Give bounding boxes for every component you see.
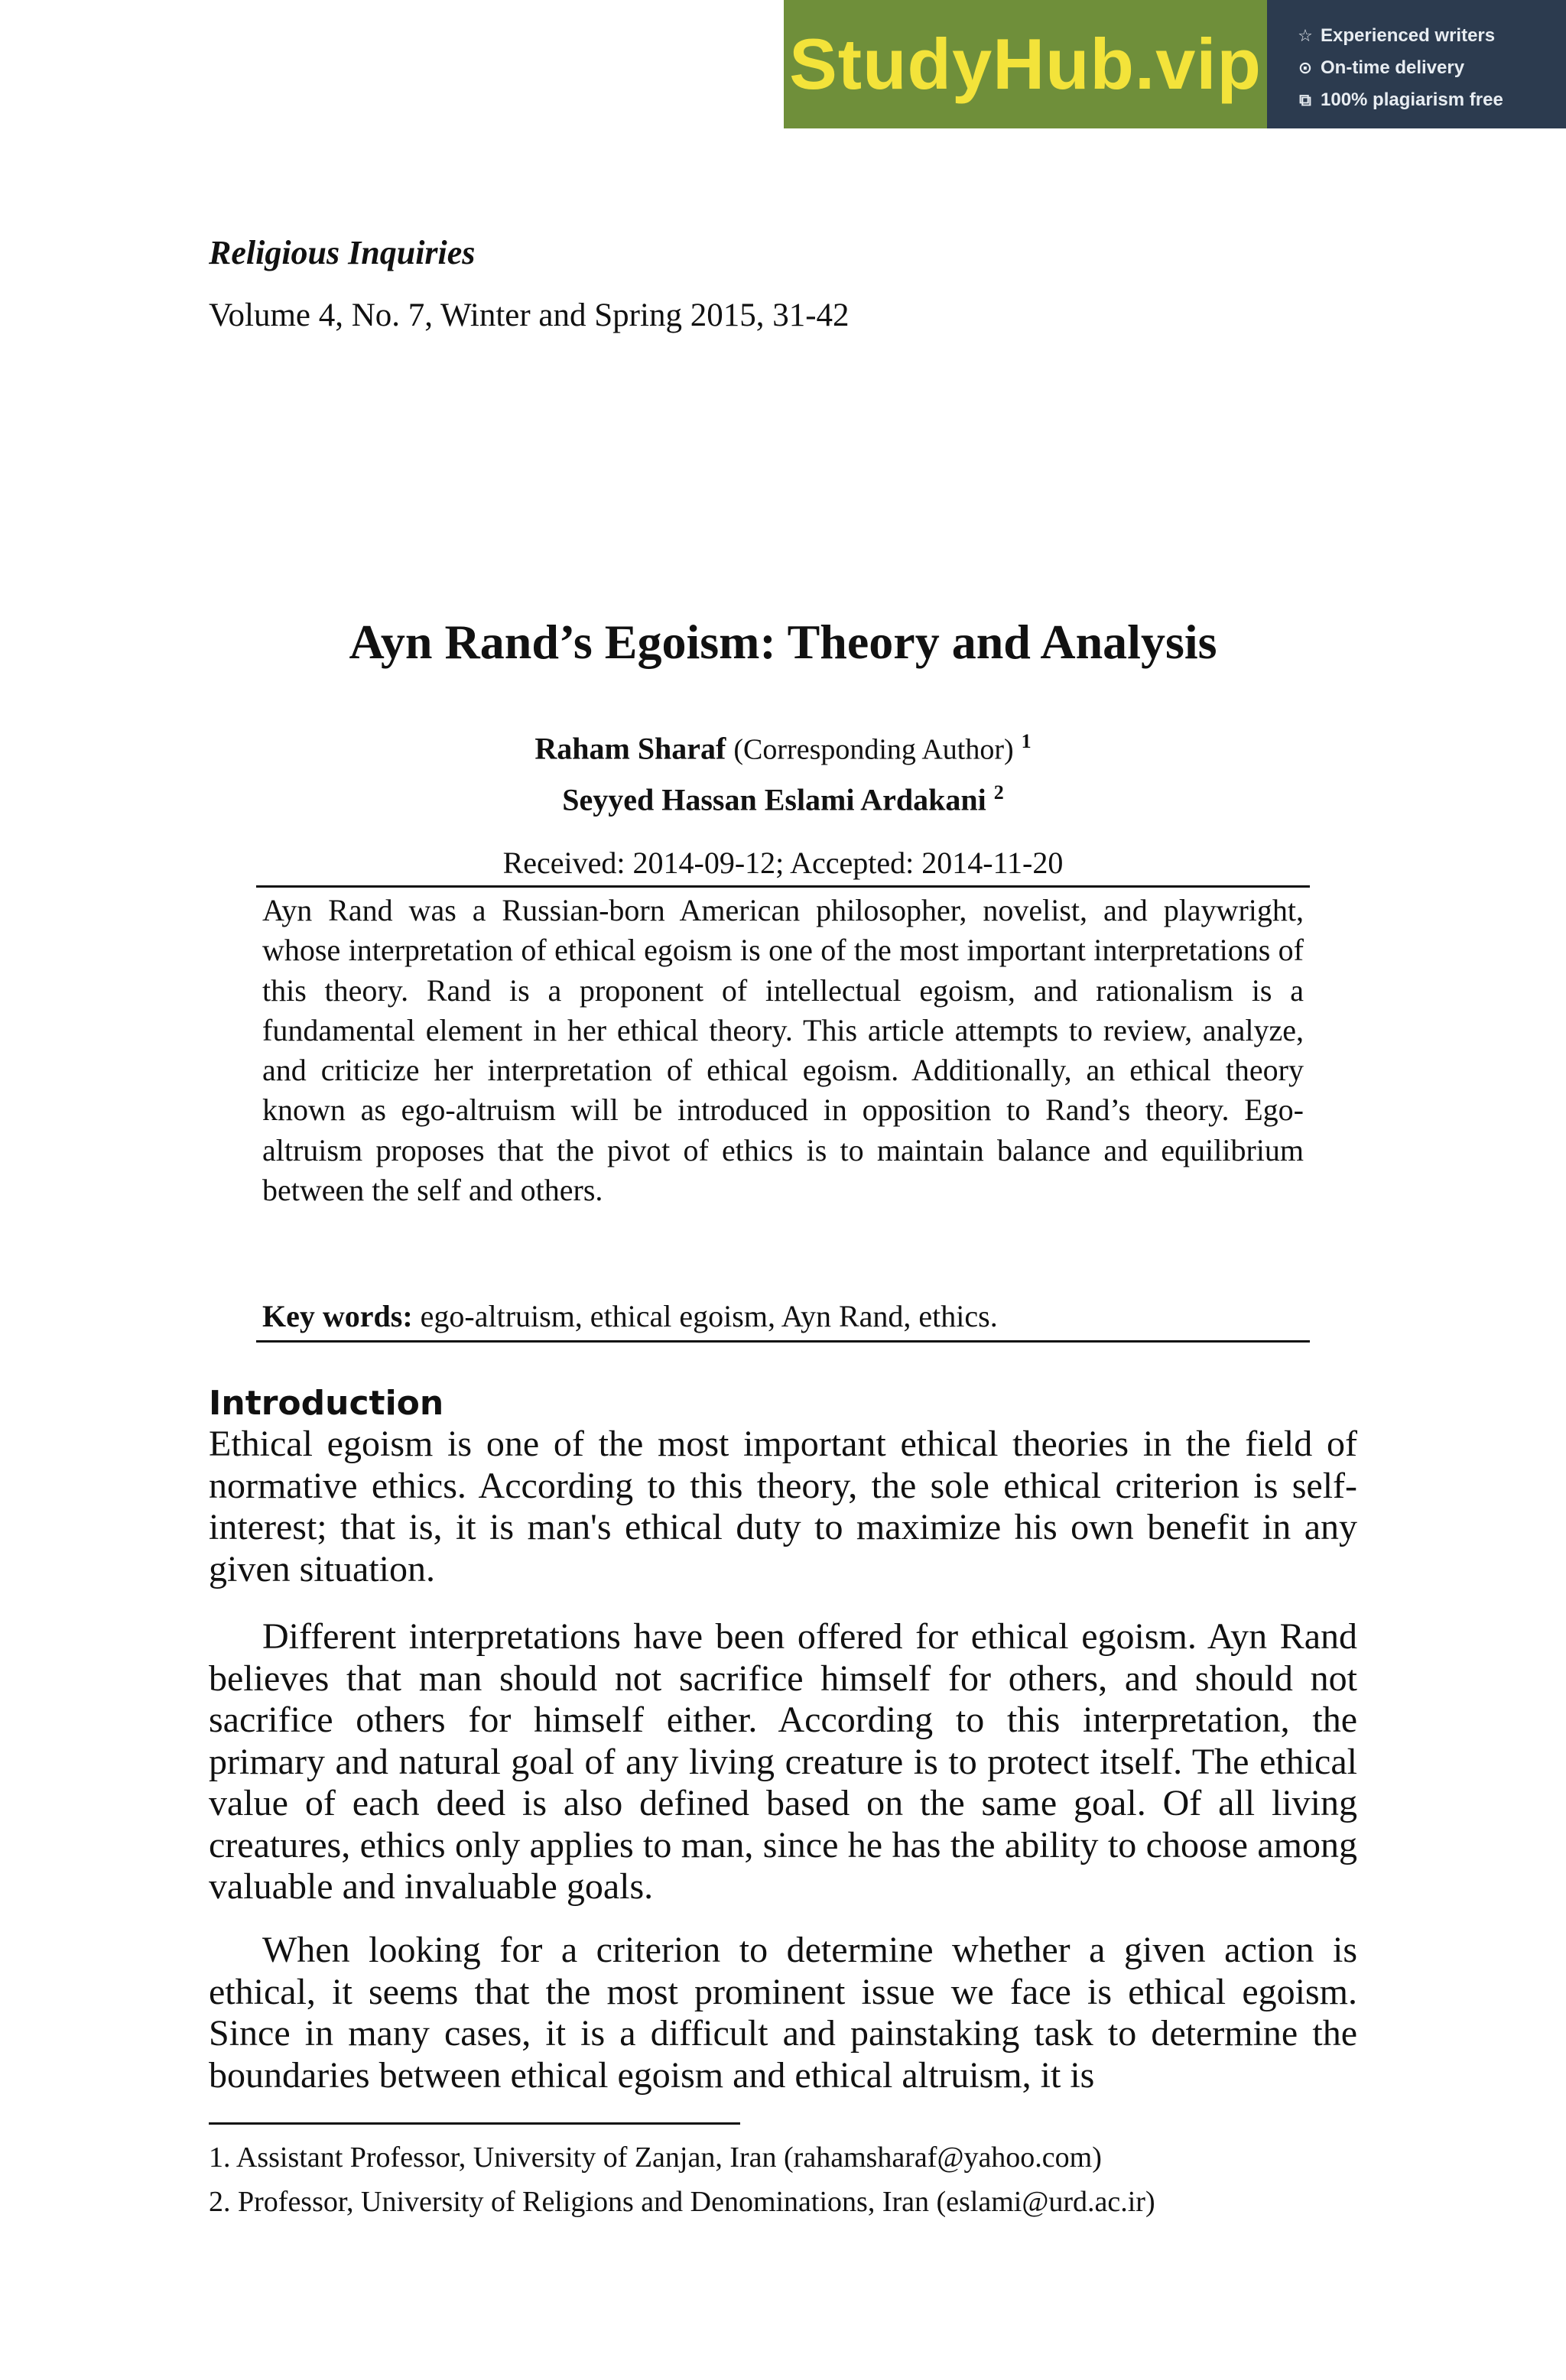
author-note-marker: 1 — [1021, 730, 1032, 752]
journal-name: Religious Inquiries — [209, 234, 476, 271]
badge-experienced-writers — [1295, 20, 1566, 52]
copy-icon: ⧉ — [1299, 90, 1311, 109]
keywords — [262, 1298, 998, 1334]
keywords-label: Key words: — [262, 1299, 413, 1333]
body-paragraph: Ethical egoism is one of the most important ethical theories in the field of normative ethics. According to this theory, the sole ethical criterion is self- interest; that is, it is man's ethical duty to maximize his own benefit in any given situation. — [209, 1424, 1357, 1589]
author-name: Seyyed Hassan Eslami Ardakani — [562, 782, 986, 817]
badge-on-time-delivery — [1295, 52, 1566, 84]
abstract-top-rule — [256, 885, 1310, 888]
footnote-2: 2. Professor, University of Religions and Denominations, Iran (eslami@urd.ac.ir) — [209, 2186, 1155, 2218]
badge-label: 100% plagiarism free — [1321, 89, 1503, 110]
author-2 — [0, 781, 1566, 817]
abstract-text: Ayn Rand was a Russian-born American philosopher, novelist, and playwright, whose interpretation of ethical egoism is one of the most important interpretations of this theory. Rand is a proponent of intellectual egoism, and rationalism is a fundamental element in her ethical theory. This article attempts to review, analyze, and criticize her interpretation of ethical egoism. Additionally, an ethical theory known as ego-altruism will be introduced in opposition to Rand’s theory. Ego-altruism proposes that the pivot of ethics is to maintain balance and equilibrium between the self and others. — [262, 893, 1304, 1208]
author-1 — [0, 730, 1566, 766]
badge-label: Experienced writers — [1321, 25, 1496, 46]
footnote-rule — [209, 2122, 740, 2125]
author-role: (Corresponding Author) — [733, 733, 1014, 766]
introduction-heading: Introduction — [209, 1384, 444, 1423]
journal-volume: Volume 4, No. 7, Winter and Spring 2015, 31-42 — [209, 297, 850, 333]
body-paragraph: When looking for a criterion to determine whether a given action is ethical, it seems that the most prominent issue we face is ethical egoism. Since in many cases, it is a difficult and painstaking task to determine the boundaries between ethical egoism and ethical altruism, it is — [209, 1930, 1357, 2096]
article-title: Ayn Rand’s Egoism: Theory and Analysis — [349, 615, 1217, 669]
ad-banner[interactable] — [784, 0, 1566, 128]
badge-plagiarism-free — [1295, 84, 1566, 116]
star-icon: ☆ — [1298, 26, 1313, 45]
badge-label: On-time delivery — [1321, 57, 1465, 78]
abstract-bottom-rule — [256, 1340, 1310, 1343]
feature-badges — [1267, 0, 1566, 128]
clock-icon: ⊙ — [1298, 58, 1313, 77]
footnote-1: 1. Assistant Professor, University of Zanjan, Iran (rahamsharaf@yahoo.com) — [209, 2141, 1102, 2174]
received-accepted-dates: Received: 2014-09-12; Accepted: 2014-11-20 — [502, 846, 1064, 880]
brand-logo[interactable]: StudyHub.vip — [784, 0, 1267, 128]
author-name: Raham Sharaf — [534, 731, 726, 766]
author-note-marker: 2 — [993, 781, 1004, 804]
body-paragraph: Different interpretations have been offered for ethical egoism. Ayn Rand believes that man should not sacrifice himself for others, and should not sacrifice others for himself either. According to this interpretation, the primary and natural goal of any living creature is to protect itself. The ethical value of each deed is also defined based on the same goal. Of all living creatures, ethics only applies to man, since he has the ability to choose among valuable and invaluable goals. — [209, 1616, 1357, 1907]
keywords-list: ego-altruism, ethical egoism, Ayn Rand, ethics. — [420, 1299, 998, 1333]
